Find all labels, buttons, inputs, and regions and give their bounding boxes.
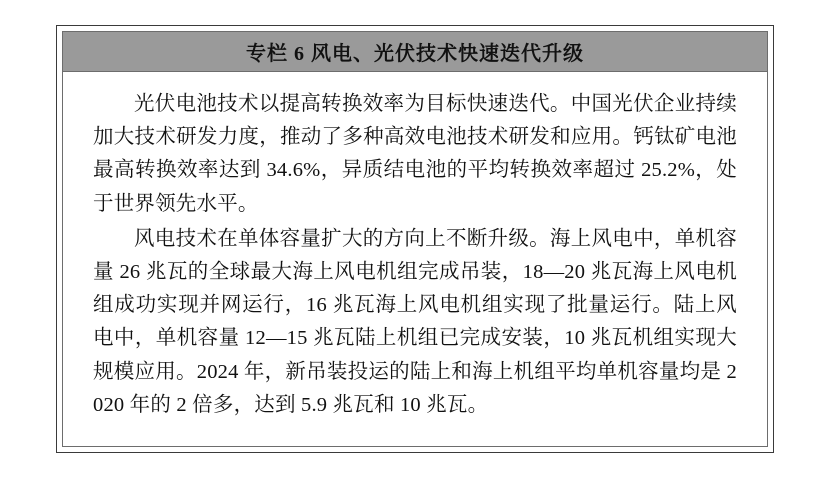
callout-box xyxy=(56,25,774,453)
callout-title-bar xyxy=(63,32,767,72)
callout-box-inner xyxy=(62,31,768,447)
paragraph-2: 风电技术在单体容量扩大的方向上不断升级。海上风电中，单机容量 26 兆瓦的全球最大海上风电机组完成吊装，18—20 兆瓦海上风电机组成功实现并网运行，16 兆瓦海上风电机组实现了批量运行。陆上风电中，单机容量 12—15 兆瓦陆上机组已完成安装，10 兆瓦机组实现大规模应用。2024 年，新吊装投运的陆上和海上机组平均单机容量均是 2020 年的 2 倍多，达到 5.9 兆瓦和 10 兆瓦。 xyxy=(93,227,737,416)
callout-title: 专栏 6 风电、光伏技术快速迭代升级 xyxy=(246,43,584,65)
paragraph-1: 光伏电池技术以提高转换效率为目标快速迭代。中国光伏企业持续加大技术研发力度，推动了多种高效电池技术研发和应用。钙钛矿电池最高转换效率达到 34.6%，异质结电池的平均转换效率超过 25.2%，处于世界领先水平。 xyxy=(93,93,737,215)
callout-body xyxy=(63,72,767,434)
